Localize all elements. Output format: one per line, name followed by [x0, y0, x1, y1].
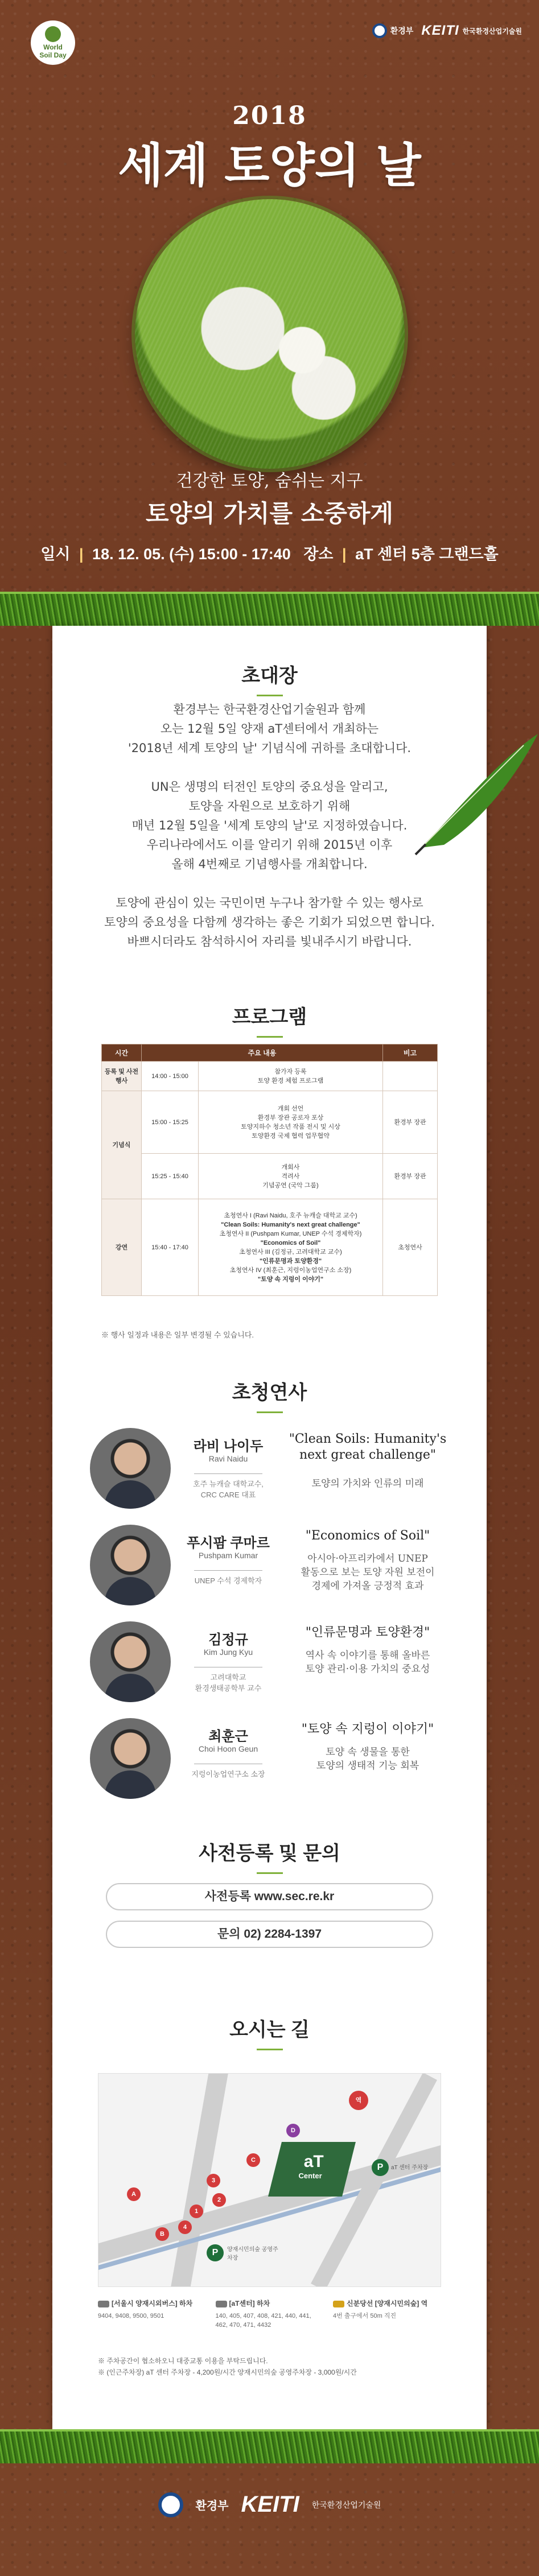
- desc-line: 토양 관리·이용 가치의 중요성: [305, 1663, 430, 1675]
- row-time: 14:00 - 15:00: [142, 1062, 199, 1091]
- line: 올해 4번째로 기념행사를 개최합니다.: [171, 857, 368, 871]
- hero-title: 세계 토양의 날: [118, 138, 421, 193]
- speaker-english-name: Kim Jung Kyu: [203, 1648, 253, 1657]
- divider: |: [79, 546, 84, 563]
- note-line: ※ (인근주차장) aT 센터 주차장 - 4,200원/시간 양재시민의숲 공영주차장 - 3,000원/시간: [98, 2368, 357, 2376]
- hero-year: 2018: [232, 101, 307, 130]
- building-name: aT: [303, 2152, 324, 2171]
- speaker-name: 푸시팜 쿠마르: [187, 1535, 270, 1551]
- row-category: 기념식: [102, 1091, 142, 1199]
- content-line: "Economics of Soil": [260, 1239, 321, 1246]
- speaker-affiliation: [186, 1473, 271, 1500]
- content-line: 토양지하수 청소년 작품 전시 및 시상: [241, 1123, 340, 1130]
- parking-label: aT 센터 주차장: [391, 2165, 429, 2171]
- content-line: 초청연사 II (Pushpam Kumar, UNEP 수석 경제학자): [219, 1230, 362, 1237]
- content-line: "Clean Soils: Humanity's next great challenge": [221, 1221, 360, 1228]
- note-line: ※ 주차공간이 협소하오니 대중교통 이용을 부탁드립니다.: [98, 2357, 268, 2365]
- speaker-topic: [282, 1431, 453, 1463]
- world-soil-day-logo: [31, 20, 75, 65]
- speaker-card: [90, 1428, 454, 1513]
- invitation-title: 초대장: [52, 660, 487, 696]
- speaker-card: [90, 1718, 454, 1803]
- transit-stop: [서울시 양재시외버스] 하차: [112, 2300, 193, 2307]
- program-footnote: ※ 행사 일정과 내용은 일부 변경될 수 있습니다.: [101, 1331, 254, 1339]
- line: 매년 12월 5일을 '세계 토양의 날'로 지정하였습니다.: [131, 819, 408, 832]
- globe-icon: [45, 26, 61, 42]
- topic-line: "토양 속 지렁이 이야기": [301, 1722, 434, 1736]
- speaker-name: 라비 나이두: [193, 1439, 264, 1454]
- speaker-photo: [90, 1621, 171, 1702]
- parking-icon: P: [207, 2244, 224, 2261]
- line: 토양의 중요성을 다함께 생각하는 좋은 기회가 되었으면 합니다.: [104, 915, 435, 929]
- aff-line: 고려대학교: [210, 1673, 246, 1682]
- transit-item: [216, 2298, 324, 2330]
- desc-line: 아시아·아프리카에서 UNEP: [307, 1553, 428, 1564]
- row-category: 강연: [102, 1199, 142, 1296]
- content-line: 초청연사 IV (최훈근, 지렁이농업연구소 소장): [229, 1266, 352, 1274]
- speaker-photo: [90, 1525, 171, 1605]
- transit-routes: 9404, 9408, 9500, 9501: [98, 2313, 164, 2319]
- row-note: 환경부 장관: [383, 1154, 438, 1199]
- transit-head: [216, 2298, 324, 2308]
- exit-marker-1: 1: [190, 2205, 203, 2218]
- topic-line: "Economics of Soil": [305, 1529, 430, 1543]
- speaker-description: [282, 1649, 453, 1676]
- exit-marker-2: 2: [212, 2193, 226, 2207]
- public-parking-label: 양재시민의숲 공영주차장: [227, 2247, 278, 2261]
- bus-icon: [98, 2301, 109, 2307]
- transit-item: [98, 2298, 206, 2330]
- divider: |: [342, 546, 347, 563]
- topic-line: next great challenge": [299, 1448, 437, 1462]
- aff-line: CRC CARE 대표: [200, 1491, 256, 1499]
- register-link[interactable]: 사전등록 www.sec.re.kr: [106, 1883, 433, 1910]
- row-time: 15:00 - 15:25: [142, 1091, 199, 1154]
- hero-slogan: 토양의 가치를 소중하게: [146, 499, 393, 527]
- line: 오는 12월 5일 양재 aT센터에서 개최하는: [160, 722, 379, 736]
- content-line: 토양환경 국제 협력 업무협약: [252, 1132, 330, 1140]
- exit-marker-b: B: [155, 2227, 169, 2241]
- speakers-title: 초청연사: [52, 1377, 487, 1413]
- speaker-topic: [282, 1528, 453, 1544]
- topic-line: "Clean Soils: Humanity's: [289, 1432, 447, 1446]
- logo-line1: World: [43, 43, 63, 52]
- content-line: "인류문명과 토양환경": [259, 1257, 322, 1265]
- exit-marker-c: C: [246, 2153, 260, 2167]
- transit-routes: 4번 출구에서 50m 직진: [333, 2313, 397, 2319]
- content-line: 참가자 등록: [274, 1068, 307, 1075]
- row-content: [199, 1062, 383, 1091]
- speaker-topic: [282, 1625, 453, 1641]
- content-line: 초청연사 III (김정규, 고려대학교 교수): [239, 1248, 342, 1256]
- desc-line: 경제에 가져올 긍정적 효과: [311, 1580, 424, 1592]
- program-title: 프로그램: [52, 1001, 487, 1038]
- parking-notes: [98, 2355, 441, 2378]
- speaker-name: 김정규: [208, 1632, 248, 1648]
- line: 토양을 자원으로 보호하기 위해: [188, 799, 351, 813]
- table-row: [102, 1199, 438, 1296]
- footer-keiti-mark: KEITI: [241, 2492, 299, 2517]
- transit-routes: 140, 405, 407, 408, 421, 440, 441, 462, 470, 471, 4432: [215, 2313, 311, 2329]
- transit-stop: 신분당선 [양재시민의숲] 역: [347, 2300, 428, 2307]
- invitation-paragraph-1: [75, 700, 464, 758]
- exit-marker-a: A: [127, 2187, 141, 2201]
- speaker-card: [90, 1525, 454, 1610]
- transit-stop: [aT센터] 하차: [229, 2300, 270, 2307]
- content-line: 개회 선언: [277, 1105, 304, 1112]
- invitation-paragraph-2: [75, 777, 464, 874]
- organizer-logos: [372, 23, 522, 39]
- hero-section: [0, 0, 539, 614]
- logo-line2: Soil Day: [39, 51, 67, 59]
- speaker-photo: [90, 1428, 171, 1509]
- line: 환경부는 한국환경산업기술원과 함께: [173, 703, 366, 716]
- transit-info: [98, 2298, 441, 2330]
- ministry-logo: [372, 23, 414, 38]
- contact-phone[interactable]: 문의 02) 2284-1397: [106, 1921, 433, 1948]
- bus-icon: [216, 2301, 227, 2307]
- place-label: 장소: [303, 546, 334, 563]
- col-header: 비고: [383, 1045, 438, 1062]
- row-note: 환경부 장관: [383, 1091, 438, 1154]
- keiti-mark: KEITI: [421, 23, 459, 38]
- content-line: 개회사: [281, 1163, 300, 1171]
- content-line: 토양 환경 체험 프로그램: [257, 1077, 324, 1084]
- subway-icon: [333, 2301, 344, 2307]
- table-row: [102, 1154, 438, 1199]
- hero-subtitle: 건강한 토양, 숨쉬는 지구: [176, 471, 363, 491]
- content-line: 초청연사 I (Ravi Naidu, 호주 뉴캐슬 대학교 교수): [224, 1212, 357, 1219]
- content-line: 기념공연 (국악 그룹): [262, 1182, 319, 1189]
- row-time: 15:40 - 17:40: [142, 1199, 199, 1296]
- invitation-paragraph-3: [75, 893, 464, 951]
- content-line: 환경부 장관 공로자 포상: [257, 1114, 324, 1121]
- ministry-name: 환경부: [390, 26, 414, 35]
- footer-keiti-fullname: 한국환경산업기술원: [311, 2500, 381, 2509]
- col-header: 시간: [102, 1045, 142, 1062]
- speaker-photo: [90, 1718, 171, 1799]
- footer-ministry: 환경부: [195, 2500, 229, 2512]
- exit-marker-4: 4: [178, 2220, 192, 2234]
- exit-marker-d: D: [286, 2124, 300, 2137]
- speaker-name: 최훈근: [208, 1729, 248, 1744]
- row-content: [199, 1091, 383, 1154]
- row-note: [383, 1062, 438, 1091]
- content-line: 격려사: [281, 1173, 300, 1180]
- parking-icon: P: [372, 2159, 389, 2176]
- desc-line: 토양의 생태적 기능 회복: [316, 1760, 419, 1772]
- footer-logos: [0, 2492, 539, 2517]
- event-info: [0, 542, 539, 564]
- line: 우리나라에서도 이를 알리기 위해 2015년 이후: [146, 838, 393, 852]
- desc-line: 토양의 가치와 인류의 미래: [311, 1478, 424, 1489]
- line: '2018년 세계 토양의 날' 기념식에 귀하를 초대합니다.: [127, 741, 412, 755]
- speaker-topic: [282, 1722, 453, 1737]
- speaker-english-name: Pushpam Kumar: [198, 1551, 258, 1560]
- topic-line: "인류문명과 토양환경": [305, 1625, 430, 1640]
- speaker-card: [90, 1621, 454, 1707]
- aff-line: 호주 뉴캐슬 대학교수,: [193, 1480, 264, 1488]
- row-note: 초청연사: [383, 1199, 438, 1296]
- transit-item: [333, 2298, 441, 2330]
- line: 바쁘시더라도 참석하시어 자리를 빛내주시기 바랍니다.: [127, 935, 412, 948]
- location-map[interactable]: [98, 2073, 441, 2287]
- desc-line: 활동으로 보는 토양 자원 보전이: [301, 1567, 435, 1578]
- transit-head: [333, 2298, 441, 2308]
- speaker-english-name: Choi Hoon Geun: [198, 1744, 258, 1753]
- line: UN은 생명의 터전인 토양의 중요성을 알리고,: [151, 780, 388, 794]
- exit-marker-3: 3: [207, 2174, 220, 2187]
- event-date: 18. 12. 05. (수) 15:00 - 17:40: [92, 546, 291, 563]
- row-category: 등록 및 사전행사: [102, 1062, 142, 1091]
- program-header-row: [102, 1045, 438, 1062]
- leaf-quill-illustration: [410, 728, 539, 859]
- desc-line: 토양 속 생물을 통한: [326, 1747, 410, 1758]
- grass-divider-top: [0, 592, 539, 626]
- row-content: [199, 1199, 383, 1296]
- date-label: 일시: [40, 546, 71, 563]
- speaker-english-name: Ravi Naidu: [208, 1454, 248, 1463]
- table-row: [102, 1062, 438, 1091]
- table-row: [102, 1091, 438, 1154]
- aff-line: 환경생태공학부 교수: [195, 1684, 262, 1692]
- row-time: 15:25 - 15:40: [142, 1154, 199, 1199]
- keiti-logo: [421, 23, 522, 39]
- grass-earth-illustration: [135, 199, 405, 469]
- directions-title: 오시는 길: [52, 2014, 487, 2050]
- at-center-building: [268, 2142, 356, 2197]
- content-panel: [52, 626, 487, 2429]
- government-emblem-icon: [372, 23, 387, 38]
- subway-station-marker: 역: [349, 2091, 368, 2110]
- row-content: [199, 1154, 383, 1199]
- col-header: 주요 내용: [142, 1045, 383, 1062]
- aff-line: 지렁이농업연구소 소장: [191, 1770, 265, 1778]
- event-place: aT 센터 5층 그랜드홀: [355, 546, 499, 563]
- speaker-affiliation: [186, 1570, 271, 1586]
- government-emblem-icon: [158, 2492, 183, 2517]
- building-sub: Center: [298, 2172, 322, 2180]
- transit-head: [98, 2298, 206, 2308]
- keiti-fullname: 한국환경산업기술원: [462, 27, 522, 35]
- speaker-description: [282, 1477, 453, 1491]
- line: 토양에 관심이 있는 국민이면 누구나 참가할 수 있는 행사로: [116, 896, 423, 910]
- program-table: [101, 1044, 438, 1296]
- registration-title: 사전등록 및 문의: [52, 1838, 487, 1874]
- desc-line: 역사 속 이야기를 통해 올바른: [305, 1650, 430, 1661]
- speaker-description: [282, 1552, 453, 1593]
- aff-line: UNEP 수석 경제학자: [194, 1576, 262, 1585]
- grass-divider-bottom: [0, 2429, 539, 2463]
- content-line: "토양 속 지렁이 이야기": [257, 1275, 324, 1283]
- invitation-body: [75, 700, 464, 971]
- speaker-affiliation: [186, 1667, 271, 1694]
- speaker-description: [282, 1745, 453, 1773]
- speaker-affiliation: [186, 1764, 271, 1780]
